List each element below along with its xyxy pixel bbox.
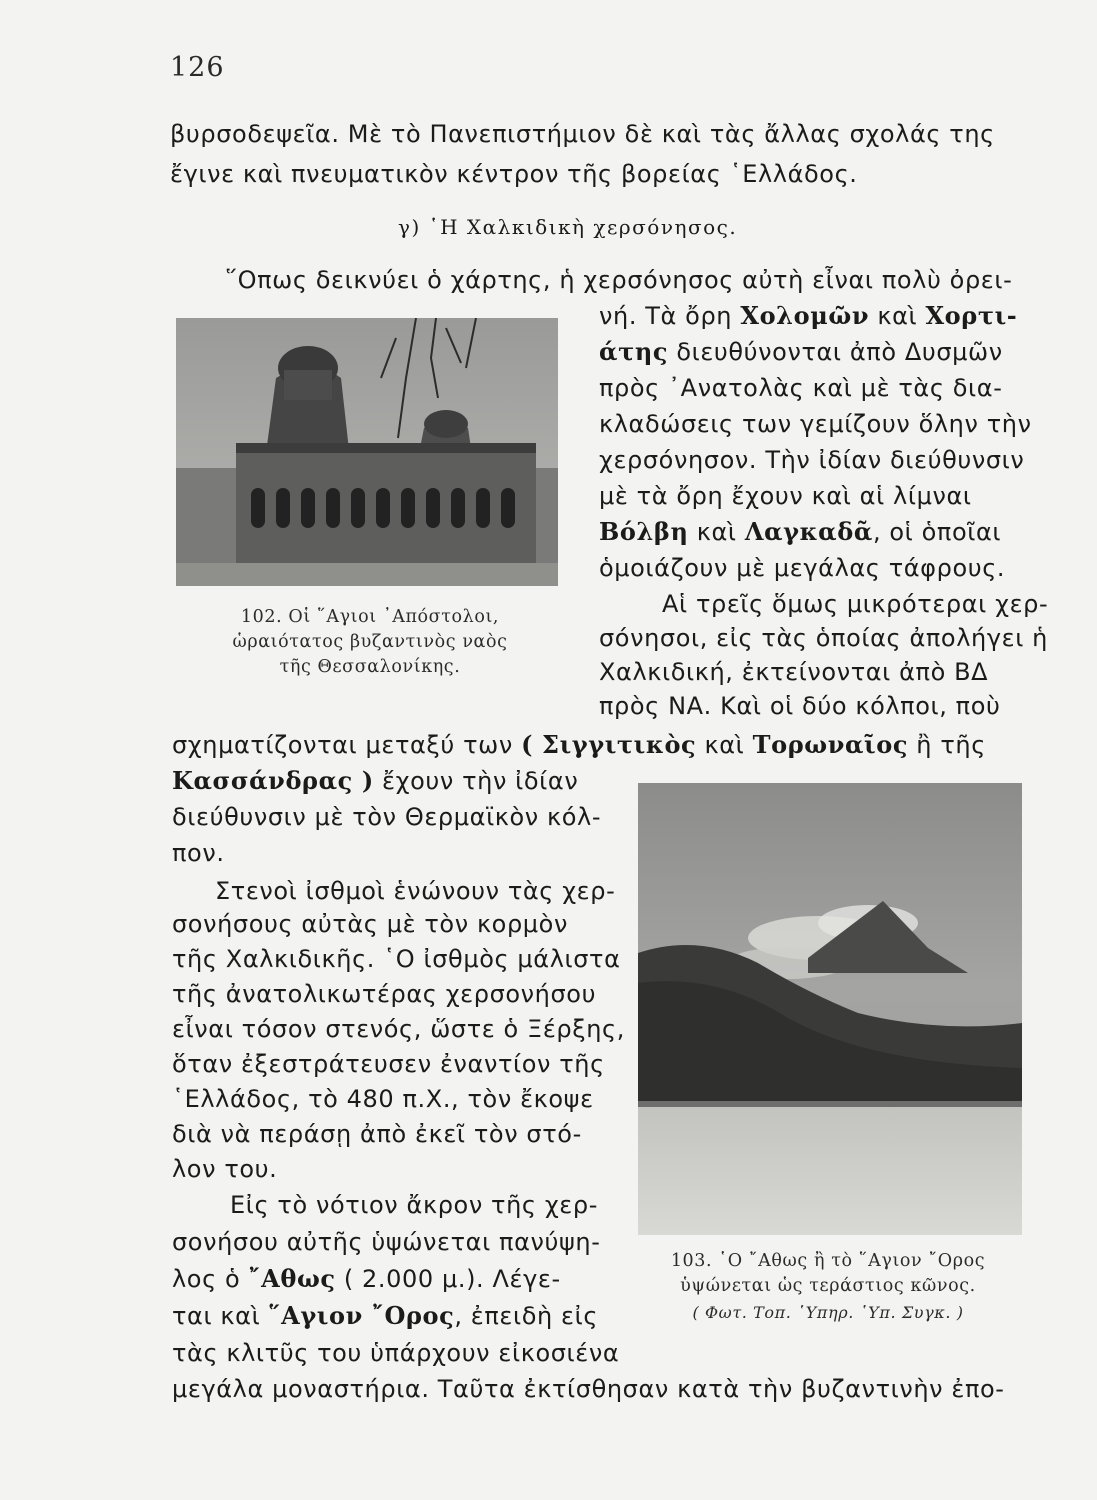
line-text: διευθύνονται ἀπὸ Δυσμῶν [668,338,1003,366]
line-text: πρὸς ᾿Ανατολὰς καὶ μὲ τὰς δια- [599,374,1003,402]
text-line [599,517,1001,547]
line-text: λος ὁ [172,1265,249,1293]
bold-term: Βόλβη [599,517,689,546]
line-text: ῞Οπως δεικνύει ὁ χάρτης, ἡ χερσόνησος αὐτὴ εἶναι πολὺ ὀρει- [225,266,1013,294]
page-number: 126 [170,52,225,83]
text-line [172,909,568,939]
text-line [172,979,596,1009]
line-text: σονήσους αὐτὰς μὲ τὸν κορμὸν [172,910,568,938]
text-line [172,1264,561,1294]
line-text: ἢ τῆς [908,731,986,759]
bold-term: Χολομῶν [740,301,870,330]
caption-line: ( Φωτ. Τοπ. ῾Υπηρ. ῾Υπ. Συγκ. ) [692,1303,964,1322]
text-line [172,766,578,796]
byzantine-church-photo [176,318,558,586]
line-text: διὰ νὰ περάσῃ ἀπὸ ἐκεῖ τὸν στό- [172,1120,582,1148]
figure-caption [190,605,550,680]
line-text: Εἰς τὸ νότιον ἄκρον τῆς χερ- [230,1191,598,1219]
text-line [172,802,601,832]
line-text: λον του. [172,1155,278,1183]
line-text: ( 2.000 μ.). Λέγε- [335,1265,561,1293]
line-text: σχηματίζονται μεταξύ των [172,731,522,759]
text-line [599,481,972,511]
line-text: τὰς κλιτῦς του ὑπάρχουν εἰκοσιένα [172,1339,620,1367]
line-text: χερσόνησον. Τὴν ἰδίαν διεύθυνσιν [599,446,1025,474]
line-text: Αἱ τρεῖς ὅμως μικρότεραι χερ- [662,590,1049,618]
line-text: , οἱ ὁποῖαι [872,518,1002,546]
text-line [662,589,1048,619]
text-line [172,1119,582,1149]
church-photo-illustration [176,318,558,586]
line-text: πον. [172,839,225,867]
line-text: μὲ τὰ ὄρη ἔχουν καὶ αἱ λίμναι [599,482,972,510]
text-line [599,691,1001,721]
bold-term: άτης [599,337,669,366]
text-line [170,159,858,189]
line-text: εἶναι τόσον στενός, ὥστε ὁ Ξέρξης, [172,1015,625,1043]
line-text: τῆς ἀνατολικωτέρας χερσονήσου [172,980,597,1008]
line-text: καὶ [696,731,753,759]
line-text: σονήσου αὐτῆς ὑψώνεται πανύψη- [172,1228,601,1256]
line-text: , ἐπειδὴ εἰς [454,1302,599,1330]
caption-line: τῆς Θεσσαλονίκης. [279,657,461,677]
text-line [172,1301,598,1331]
line-text: ὁμοιάζουν μὲ μεγάλας τάφρους. [599,554,1006,582]
line-text: νή. Τὰ ὄρη [599,302,741,330]
line-text: ῾Ελλάδος, τὸ 480 π.Χ., τὸν ἔκοψε [172,1085,594,1113]
line-text: βυρσοδεψεῖα. Μὲ τὸ Πανεπιστήμιον δὲ καὶ τὰς ἄλλας σχολάς της [170,120,995,148]
line-text: κλαδώσεις των γεμίζουν ὅλην τὴν [599,410,1032,438]
bold-term: ( Σιγγιτικὸς [521,730,697,759]
text-line [225,265,1012,295]
text-line [172,1014,625,1044]
text-line [172,1049,605,1079]
line-text: μεγάλα μοναστήρια. Ταῦτα ἐκτίσθησαν κατὰ τὴν βυζαντινὴν ἐπο- [172,1375,1005,1403]
line-text: Στενοὶ ἰσθμοὶ ἑνώνουν τὰς χερ- [215,877,616,905]
text-line [599,623,1048,653]
line-text: διεύθυνσιν μὲ τὸν Θερμαϊκὸν κόλ- [172,803,602,831]
text-line [599,409,1032,439]
text-line [215,876,615,906]
line-text: ἔγινε καὶ πνευματικὸν κέντρον τῆς βορείας ῾Ελλάδος. [170,160,858,188]
line-text: Χαλκιδική, ἐκτείνονται ἀπὸ ΒΔ [599,658,989,686]
bold-term: ῎Αθως [248,1264,336,1293]
line-text: ἔχουν τὴν ἰδίαν [373,767,579,795]
caption-line: ὑψώνεται ὡς τεράστιος κῶνος. [680,1276,976,1296]
caption-line: 102. Οἱ ῞Αγιοι ᾿Απόστολοι, [240,607,500,627]
text-line [599,657,988,687]
bold-term: Κασσάνδρας ) [172,766,374,795]
mount-athos-photo [638,783,1022,1235]
athos-photo-illustration [638,783,1022,1235]
text-line [172,1338,619,1368]
bold-term: Λαγκαδᾶ [744,517,873,546]
text-line [599,445,1024,475]
caption-line: ὡραιότατος βυζαντινὸς ναὸς [232,632,508,652]
text-line [599,373,1002,403]
text-line [172,1374,1005,1404]
text-line [172,1084,594,1114]
bold-term: Χορτι- [925,301,1018,330]
text-line [172,838,225,868]
text-line [172,1154,277,1184]
photo-credit [628,1300,1028,1325]
bold-term: Τορωναῖος [752,730,909,759]
line-text: ται καὶ [172,1302,269,1330]
line-text: καὶ [688,518,745,546]
bold-term: ῞Αγιον ῎Ορος [268,1301,455,1330]
text-line [172,730,986,760]
line-text: καὶ [869,302,926,330]
line-text: σόνησοι, εἰς τὰς ὁποίας ἀπολήγει ἡ [599,624,1048,652]
text-line [599,301,1017,331]
figure-caption [628,1249,1028,1299]
text-line [599,337,1003,367]
line-text: τῆς Χαλκιδικῆς. ῾Ο ἰσθμὸς μάλιστα [172,945,621,973]
line-text: πρὸς ΝΑ. Καὶ οἱ δύο κόλποι, ποὺ [599,692,1001,720]
text-line [170,119,995,149]
line-text: ὅταν ἐξεστράτευσεν ἐναντίον τῆς [172,1050,605,1078]
text-line [230,1190,598,1220]
section-heading: γ) ῾Η Χαλκιδικὴ χερσόνησος. [398,215,738,239]
text-line [599,553,1005,583]
text-line [172,944,621,974]
text-line [172,1227,600,1257]
caption-line: 103. ῾Ο ῎Αθως ἢ τὸ ῞Αγιον ῎Ορος [670,1251,986,1271]
